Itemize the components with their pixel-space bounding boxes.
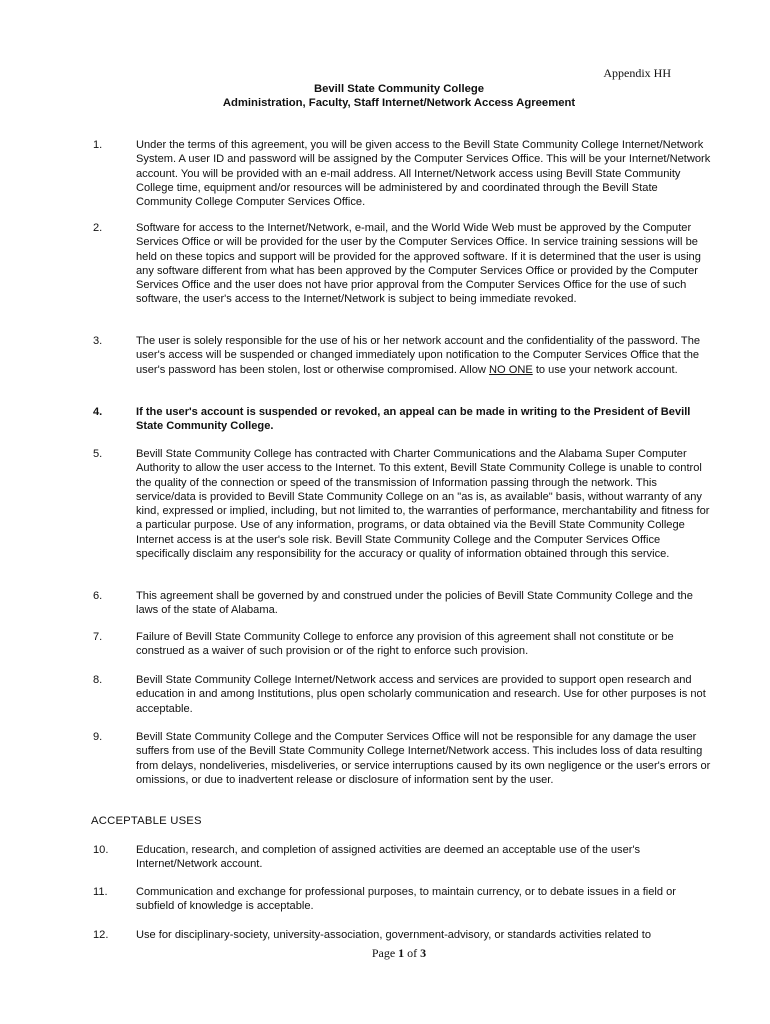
list-item: [93, 138, 713, 209]
item-text-part: to use your network account.: [532, 363, 678, 376]
item-number: 8.: [93, 674, 103, 686]
list-item: [93, 447, 713, 561]
document-subtitle: Administration, Faculty, Staff Internet/Network Access Agreement: [222, 97, 576, 109]
item-text: Failure of Bevill State Community College to enforce any provision of this agreement shall not constitute or be construed as a waiver of such provision or of the right to enforce such provision.: [136, 631, 674, 658]
item-text: If the user's account is suspended or revoked, an appeal can be made in writing to the President of Bevill State Community College.: [136, 406, 691, 433]
item-number: 5.: [93, 448, 103, 460]
list-item: [93, 928, 713, 942]
item-number: 9.: [93, 731, 103, 743]
item-text: Use for disciplinary-society, university-association, government-advisory, or standards activities related to: [136, 929, 652, 941]
item-number: 7.: [93, 631, 103, 643]
section-heading: ACCEPTABLE USES: [91, 815, 202, 827]
item-number: 1.: [93, 139, 103, 151]
list-item: [93, 221, 713, 307]
item-number: 3.: [93, 335, 103, 347]
item-text: This agreement shall be governed by and construed under the policies of Bevill State Community College and the laws of the state of Alabama.: [136, 590, 693, 617]
list-item: [93, 730, 713, 787]
item-text: Under the terms of this agreement, you will be given access to the Bevill State Community College Internet/Network System. A user ID and password will be assigned by the Computer Services Office. This will be your Internet/Network account. You will be provided with an e-mail address. All Internet/Network access using Bevill State Community College time, equipment and/or resources will be administered by and coordinated through the Bevill State Community College Computer Services Office.: [136, 139, 711, 209]
list-item: [93, 405, 713, 434]
of-word: of: [407, 946, 418, 960]
list-item: [93, 673, 713, 716]
page-total: 3: [420, 946, 427, 960]
item-text: Bevill State Community College has contracted with Charter Communications and the Alabama Super Computer Authority to allow the user access to the Internet. To this extent, Bevill State Community College is unable to control the quality of the connection or speed of the transmission of Information passing through the network. This service/data is provided to Bevill State Community College on an "as is, as available" basis, without warranty of any kind, expressed or implied, including, but not limited to, the warranties of performance, merchantability and fitness for a particular purpose. Use of any information, programs, or data obtained via the Bevill State Community College Internet access is at the user's sole risk. Bevill State Community College and the Computer Services Office specifically disclaim any responsibility for the accuracy or quality of information obtained through this service.: [136, 448, 710, 561]
item-text: Bevill State Community College and the Computer Services Office will not be responsible for any damage the user suffers from use of the Bevill State Community College Internet/Network access. This includes loss of data resulting from delays, nondeliveries, misdeliveries, or service interruptions caused by its own negligence or the user's errors or omissions, or due to inadvertent release or disclosure of information sent by the user.: [136, 731, 711, 786]
page-number: 1: [398, 946, 405, 960]
item-text: Bevill State Community College Internet/Network access and services are provided to support open research and education in and among Institutions, plus open scholarly communication and research. Use for other purposes is not acceptable.: [136, 674, 706, 715]
item-number: 6.: [93, 590, 103, 602]
item-text: Software for access to the Internet/Network, e-mail, and the World Wide Web must be approved by the Computer Services Office or will be provided for the user by the Computer Services Office. In service training sessions will be held on these topics and support will be provided for the approved software. If it is determined that the user is using any software different from what has been approved by the Computer Services Office or provided by the Computer Services Office and the user does not have prior approval from the Computer Services Office for the use of such software, the user's access to the Internet/Network is subject to being immediate revoked.: [136, 222, 701, 306]
item-number: 12.: [93, 929, 109, 941]
page-word: Page: [371, 946, 396, 960]
list-item: [93, 334, 713, 377]
document-title: Bevill State Community College: [313, 83, 485, 95]
item-number: 4.: [93, 406, 103, 418]
list-item: [93, 843, 713, 872]
item-number: 10.: [93, 844, 109, 856]
list-item: [93, 589, 713, 618]
page-footer: [0, 946, 770, 961]
item-text-part: The user is solely responsible for the use of his or her network account and the confidentiality of the password. The user's access will be suspended or changed immediately upon notification to the Computer Services Office that the user's password has been stolen, lost or otherwise compromised. Allow: [136, 335, 701, 376]
underlined-emphasis: NO ONE: [488, 363, 533, 376]
item-text: [136, 334, 711, 377]
appendix-label: Appendix HH: [603, 66, 671, 80]
list-item: [93, 630, 713, 659]
list-item: [93, 885, 713, 914]
item-number: 2.: [93, 222, 103, 234]
item-text: Education, research, and completion of assigned activities are deemed an acceptable use of the user's Internet/Network account.: [136, 844, 641, 871]
item-number: 11.: [93, 886, 108, 898]
item-text: Communication and exchange for professional purposes, to maintain currency, or to debate issues in a field or subfield of knowledge is acceptable.: [136, 886, 676, 913]
